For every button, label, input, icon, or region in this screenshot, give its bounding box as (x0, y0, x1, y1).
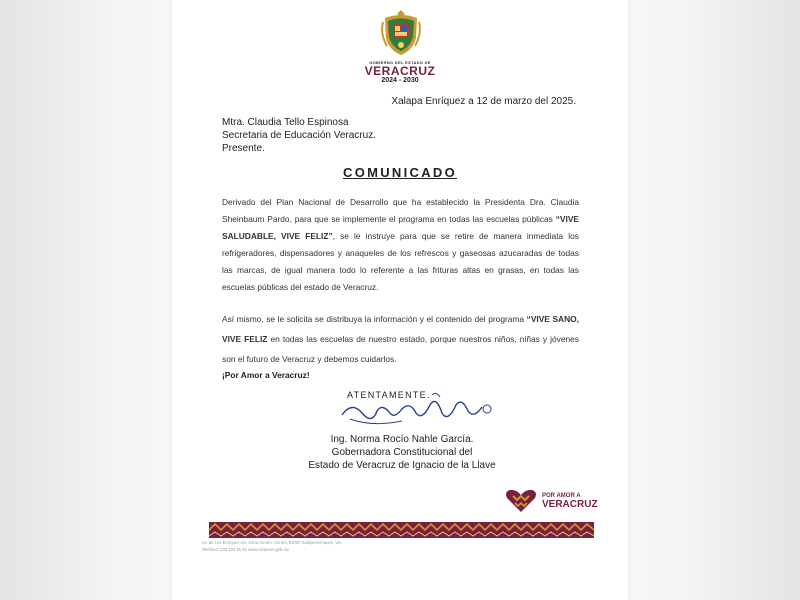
letterhead-government-label: GOBIERNO DEL ESTADO DE (369, 60, 431, 65)
footer-logo-line-1: POR AMOR A (542, 493, 581, 499)
heart-pattern-icon (504, 488, 538, 514)
footer-address: Av. de Los Enríquez s/n, Zona Centro, Centro, 91000 Xalapa-Enríquez, Ver. (202, 540, 343, 545)
addressee-block (222, 116, 376, 155)
body-paragraph-1 (222, 194, 579, 296)
program-name-bold-1: “VIVE SALUDABLE, VIVE FELIZ” (222, 214, 579, 241)
closing-phrase: ¡Por Amor a Veracruz! (222, 370, 310, 380)
signer-title-line-1: Gobernadora Constitucional del (331, 447, 473, 458)
paragraph-1-text-start: Derivado del Plan Nacional de Desarrollo que ha establecido la Presidenta Dra. Claudia Sheinbaum Pardo, para que se implemente el programa en todas las escuelas públicas (222, 197, 579, 224)
letterhead-state-name: VERACRUZ (364, 64, 436, 78)
addressee-salutation: Presente. (222, 143, 265, 154)
background-blur-right (625, 0, 800, 600)
por-amor-a-veracruz-logo (504, 488, 598, 514)
letter-date: Xalapa Enríquez a 12 de marzo del 2025. (391, 96, 576, 107)
signer-block (282, 433, 522, 472)
letterhead-term-years: 2024 - 2030 (381, 77, 419, 84)
program-name-bold-2: “VIVE SANO, VIVE FELIZ (222, 314, 579, 344)
background-blur-left (0, 0, 175, 600)
atentamente-label: ATENTAMENTE. (347, 390, 431, 400)
footer-contact: Teléfono: 228 101 91 81 www.veracruz.gob.mx (202, 547, 290, 552)
paragraph-2-text-end: en todas las escuelas de nuestro estado, porque nuestros niños, niñas y jóvenes son el futuro de Veracruz y debemos cuidarlos. (222, 334, 579, 364)
addressee-name: Mtra. Claudia Tello Espinosa (222, 117, 349, 128)
paragraph-1-text-end: , se le instruye para que se retire de manera inmediata los refrigeradores, dispensadores y anaqueles de los refrescos y gaseosas azucaradas de todas las marcas, de igual manera todo lo referente a las frituras altas en grasas, en todas las escuelas públicas del estado de Veracruz. (222, 231, 579, 292)
letter-page (172, 0, 628, 600)
signer-name: Ing. Norma Rocío Nahle García. (330, 434, 474, 445)
decorative-pattern-band (209, 522, 594, 538)
footer-logo-line-2: VERACRUZ (542, 499, 598, 510)
document-heading: COMUNICADO (343, 165, 457, 180)
paragraph-2-text-start: Así mismo, se le solicita se distribuya la información y el contenido del programa (222, 314, 527, 324)
body-paragraph-2 (222, 309, 579, 369)
state-coat-of-arms-icon (379, 8, 423, 58)
signer-title-line-2: Estado de Veracruz de Ignacio de la Llave (308, 460, 496, 471)
addressee-position: Secretaria de Educación Veracruz. (222, 130, 376, 141)
handwritten-signature (332, 383, 502, 433)
